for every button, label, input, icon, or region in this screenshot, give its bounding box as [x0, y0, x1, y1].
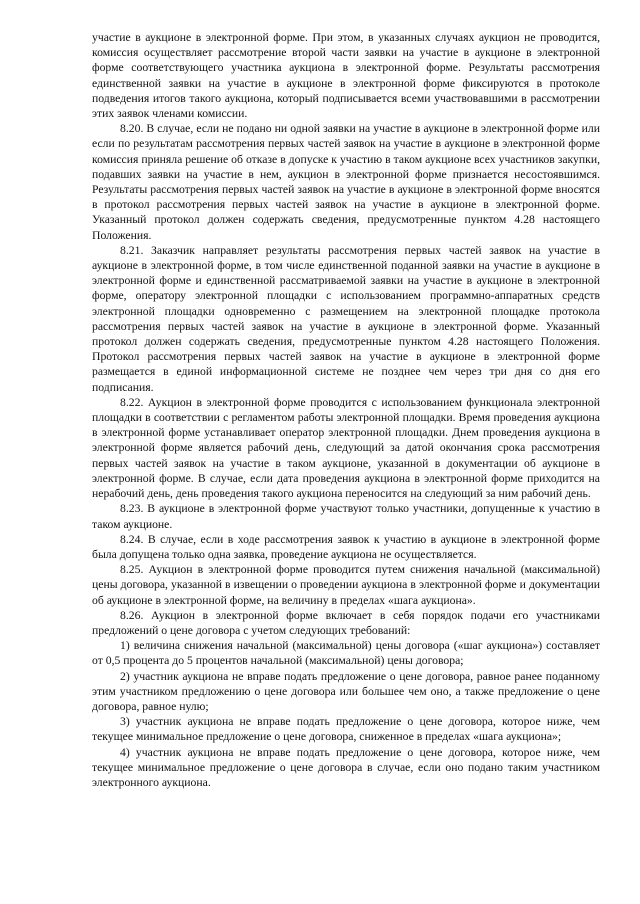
paragraph-8-25: 8.25. Аукцион в электронной форме проводится путем снижения начальной (максимальной) цены договора, указанной в извещении о проведении аукциона в электронной форме и документации об аукционе в электронной форме, на величину в пределах «шага аукциона». — [92, 563, 600, 607]
paragraph-8-26: 8.26. Аукцион в электронной форме включает в себя порядок подачи его участниками предложений о цене договора с учетом следующих требований: — [92, 608, 600, 637]
paragraph-8-21: 8.21. Заказчик направляет результаты рассмотрения первых частей заявок на участие в аукционе в электронной форме, в том числе единственной поданной заявки на участие в аукционе в электронной форме и единственной рассматриваемой заявки на участие в аукционе в электронной форме, оператору электронной площадки с использованием программно-аппаратных средств электронной площадки одновременно с размещением на электронной площадке протокола рассмотрения первых частей заявок на участие в аукционе в электронной форме. Указанный протокол должен содержать сведения, предусмотренные пунктом 4.28 настоящего Положения. Протокол рассмотрения первых частей заявок на участие в аукционе в электронной форме размещается в единой информационной системе не позднее чем через три дня со дня его подписания. — [92, 243, 600, 394]
paragraph-continuation: участие в аукционе в электронной форме. При этом, в указанных случаях аукцион не проводится, комиссия осуществляет рассмотрение второй части заявки на участие в аукционе в электронной форме соответствующего участника аукциона в электронной форме. Результаты рассмотрения единственной заявки на участие в аукционе в электронной форме фиксируются в протоколе подведения итогов такого аукциона, который подписывается всеми участвовавшими в рассмотрении этих заявок членами комиссии. — [92, 31, 600, 121]
paragraph-8-23: 8.23. В аукционе в электронной форме участвуют только участники, допущенные к участию в таком аукционе. — [92, 502, 600, 531]
document-page — [92, 30, 600, 790]
list-item-2: 2) участник аукциона не вправе подать предложение о цене договора, равное ранее поданному этим участником предложению о цене договора или большее чем оно, а также предложение о цене договора, равное нулю; — [92, 669, 600, 713]
list-item-3: 3) участник аукциона не вправе подать предложение о цене договора, которое ниже, чем текущее минимальное предложение о цене договора, сниженное в пределах «шага аукциона»; — [92, 715, 600, 744]
list-item-1: 1) величина снижения начальной (максимальной) цены договора («шаг аукциона») составляет от 0,5 процента до 5 процентов начальной (максимальной) цены договора; — [92, 639, 600, 668]
list-item-4: 4) участник аукциона не вправе подать предложение о цене договора, которое ниже, чем текущее минимальное предложение о цене договора в случае, если оно подано таким участником электронного аукциона. — [92, 745, 600, 789]
paragraph-8-20: 8.20. В случае, если не подано ни одной заявки на участие в аукционе в электронной форме или если по результатам рассмотрения первых частей заявок на участие в аукционе в электронной форме комиссия приняла решение об отказе в допуске к участию в таком аукционе всех участников закупки, подавших заявки на участие в нем, аукцион в электронной форме признается несостоявшимся. Результаты рассмотрения первых частей заявок на участие в аукционе в электронной форме вносятся в протокол рассмотрения первых частей заявок на участие в аукционе в электронной форме. Указанный протокол должен содержать сведения, предусмотренные пунктом 4.28 настоящего Положения. — [92, 122, 600, 242]
paragraph-8-24: 8.24. В случае, если в ходе рассмотрения заявок к участию в аукционе в электронной форме была допущена только одна заявка, проведение аукциона не осуществляется. — [92, 532, 600, 561]
paragraph-8-22: 8.22. Аукцион в электронной форме проводится с использованием функционала электронной площадки в соответствии с регламентом работы электронной площадки. Время проведения аукциона в электронной форме устанавливает оператор электронной площадки. Днем проведения аукциона в электронной форме является рабочий день, следующий за датой окончания срока рассмотрения первых частей заявок на участие в таком аукционе, указанной в документации об аукционе в электронной форме. В случае, если дата проведения аукциона в электронной форме приходится на нерабочий день, день проведения такого аукциона переносится на следующий за ним рабочий день. — [92, 395, 600, 501]
